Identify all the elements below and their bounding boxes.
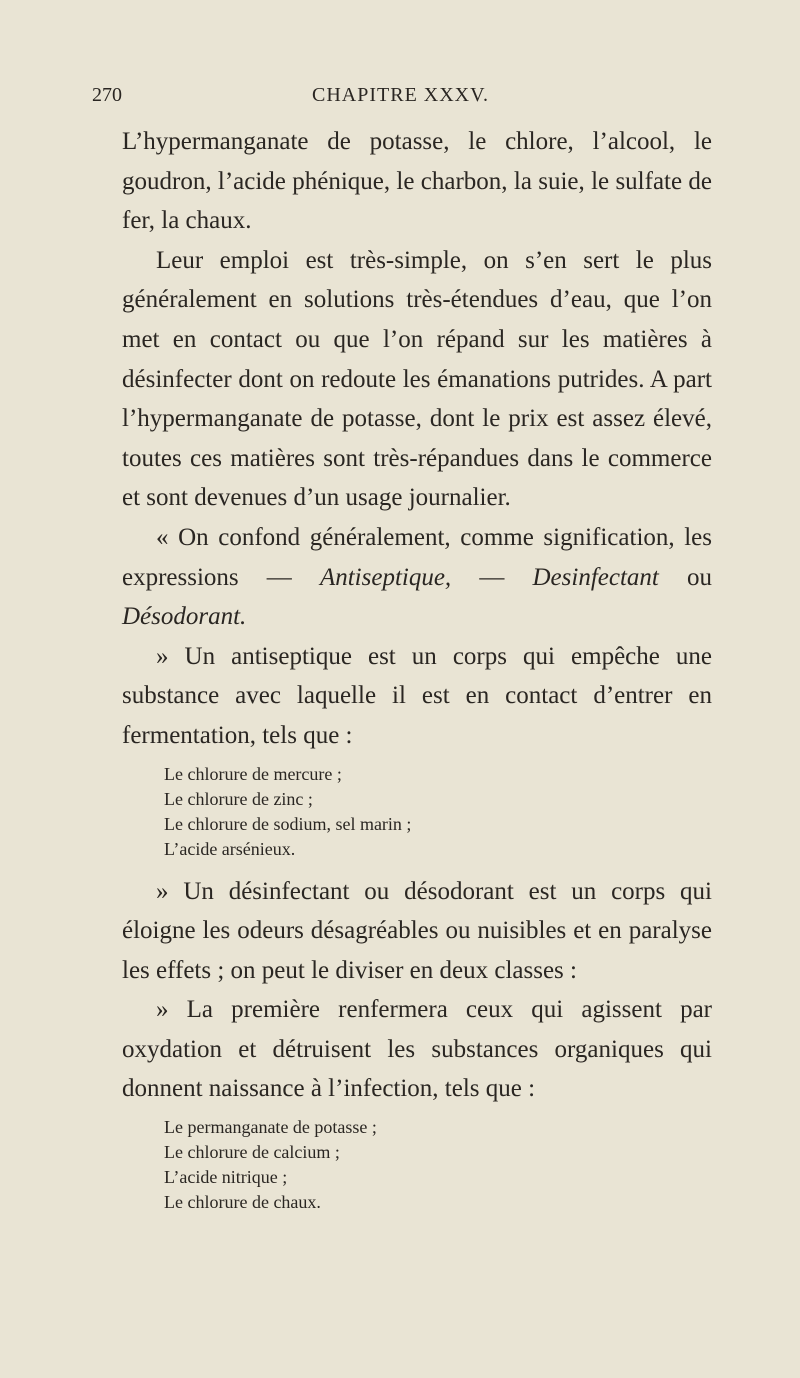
list-item: L’acide arsénieux.: [164, 838, 296, 859]
page-number: 270: [92, 84, 122, 106]
chapter-title: CHAPITRE XXXV.: [312, 84, 489, 106]
list-item: Le chlorure de mercure ;: [164, 763, 342, 784]
running-header: [92, 84, 732, 118]
term-antiseptique: Antiseptique,: [319, 563, 452, 591]
paragraph-3-text-c: ou: [658, 563, 713, 591]
paragraph-6: » La première renfermera ceux qui agissent par oxydation et détruisent les substances organiques qui donnent naissance à l’infection, tels que :: [122, 996, 712, 1103]
oxidizer-list: [164, 1115, 712, 1215]
paragraph-1: L’hypermanganate de potasse, le chlore, l’alcool, le goudron, l’acide phénique, le charbon, la suie, le sulfate de fer, la chaux.: [122, 128, 712, 235]
antiseptic-list: [164, 762, 712, 862]
list-item: Le chlorure de zinc ;: [164, 788, 313, 809]
paragraph-2: Leur emploi est très-simple, on s’en sert le plus généralement en solutions très-étendues d’eau, que l’on met en contact ou que l’on répand sur les matières à désinfecter dont on redoute les émanations putrides. A part l’hypermanganate de potasse, dont le prix est assez élevé, toutes ces matières sont très-répandues dans le commerce et sont devenues d’un usage journalier.: [122, 246, 712, 512]
term-desodorant: Désodorant.: [122, 603, 247, 631]
paragraph-5: » Un désinfectant ou désodorant est un corps qui éloigne les odeurs désagréables ou nuisibles et en paralyse les effets ; on peut le diviser en deux classes :: [122, 877, 712, 984]
list-item: Le chlorure de chaux.: [164, 1192, 321, 1213]
paragraph-4: » Un antiseptique est un corps qui empêche une substance avec laquelle il est en contact d’entrer en fermentation, tels que :: [122, 642, 712, 749]
list-item: Le chlorure de sodium, sel marin ;: [164, 813, 412, 834]
term-desinfectant: Desinfectant: [532, 563, 659, 591]
list-item: Le chlorure de calcium ;: [164, 1142, 340, 1163]
page-body: [122, 122, 712, 1225]
paragraph-3-text-a: « On confond généralement, comme signification, les expressions —: [122, 523, 712, 591]
list-item: Le permanganate de potasse ;: [164, 1117, 377, 1138]
paragraph-3-text-b: —: [451, 563, 533, 591]
list-item: L’acide nitrique ;: [164, 1167, 288, 1188]
paragraph-3: [122, 518, 712, 637]
